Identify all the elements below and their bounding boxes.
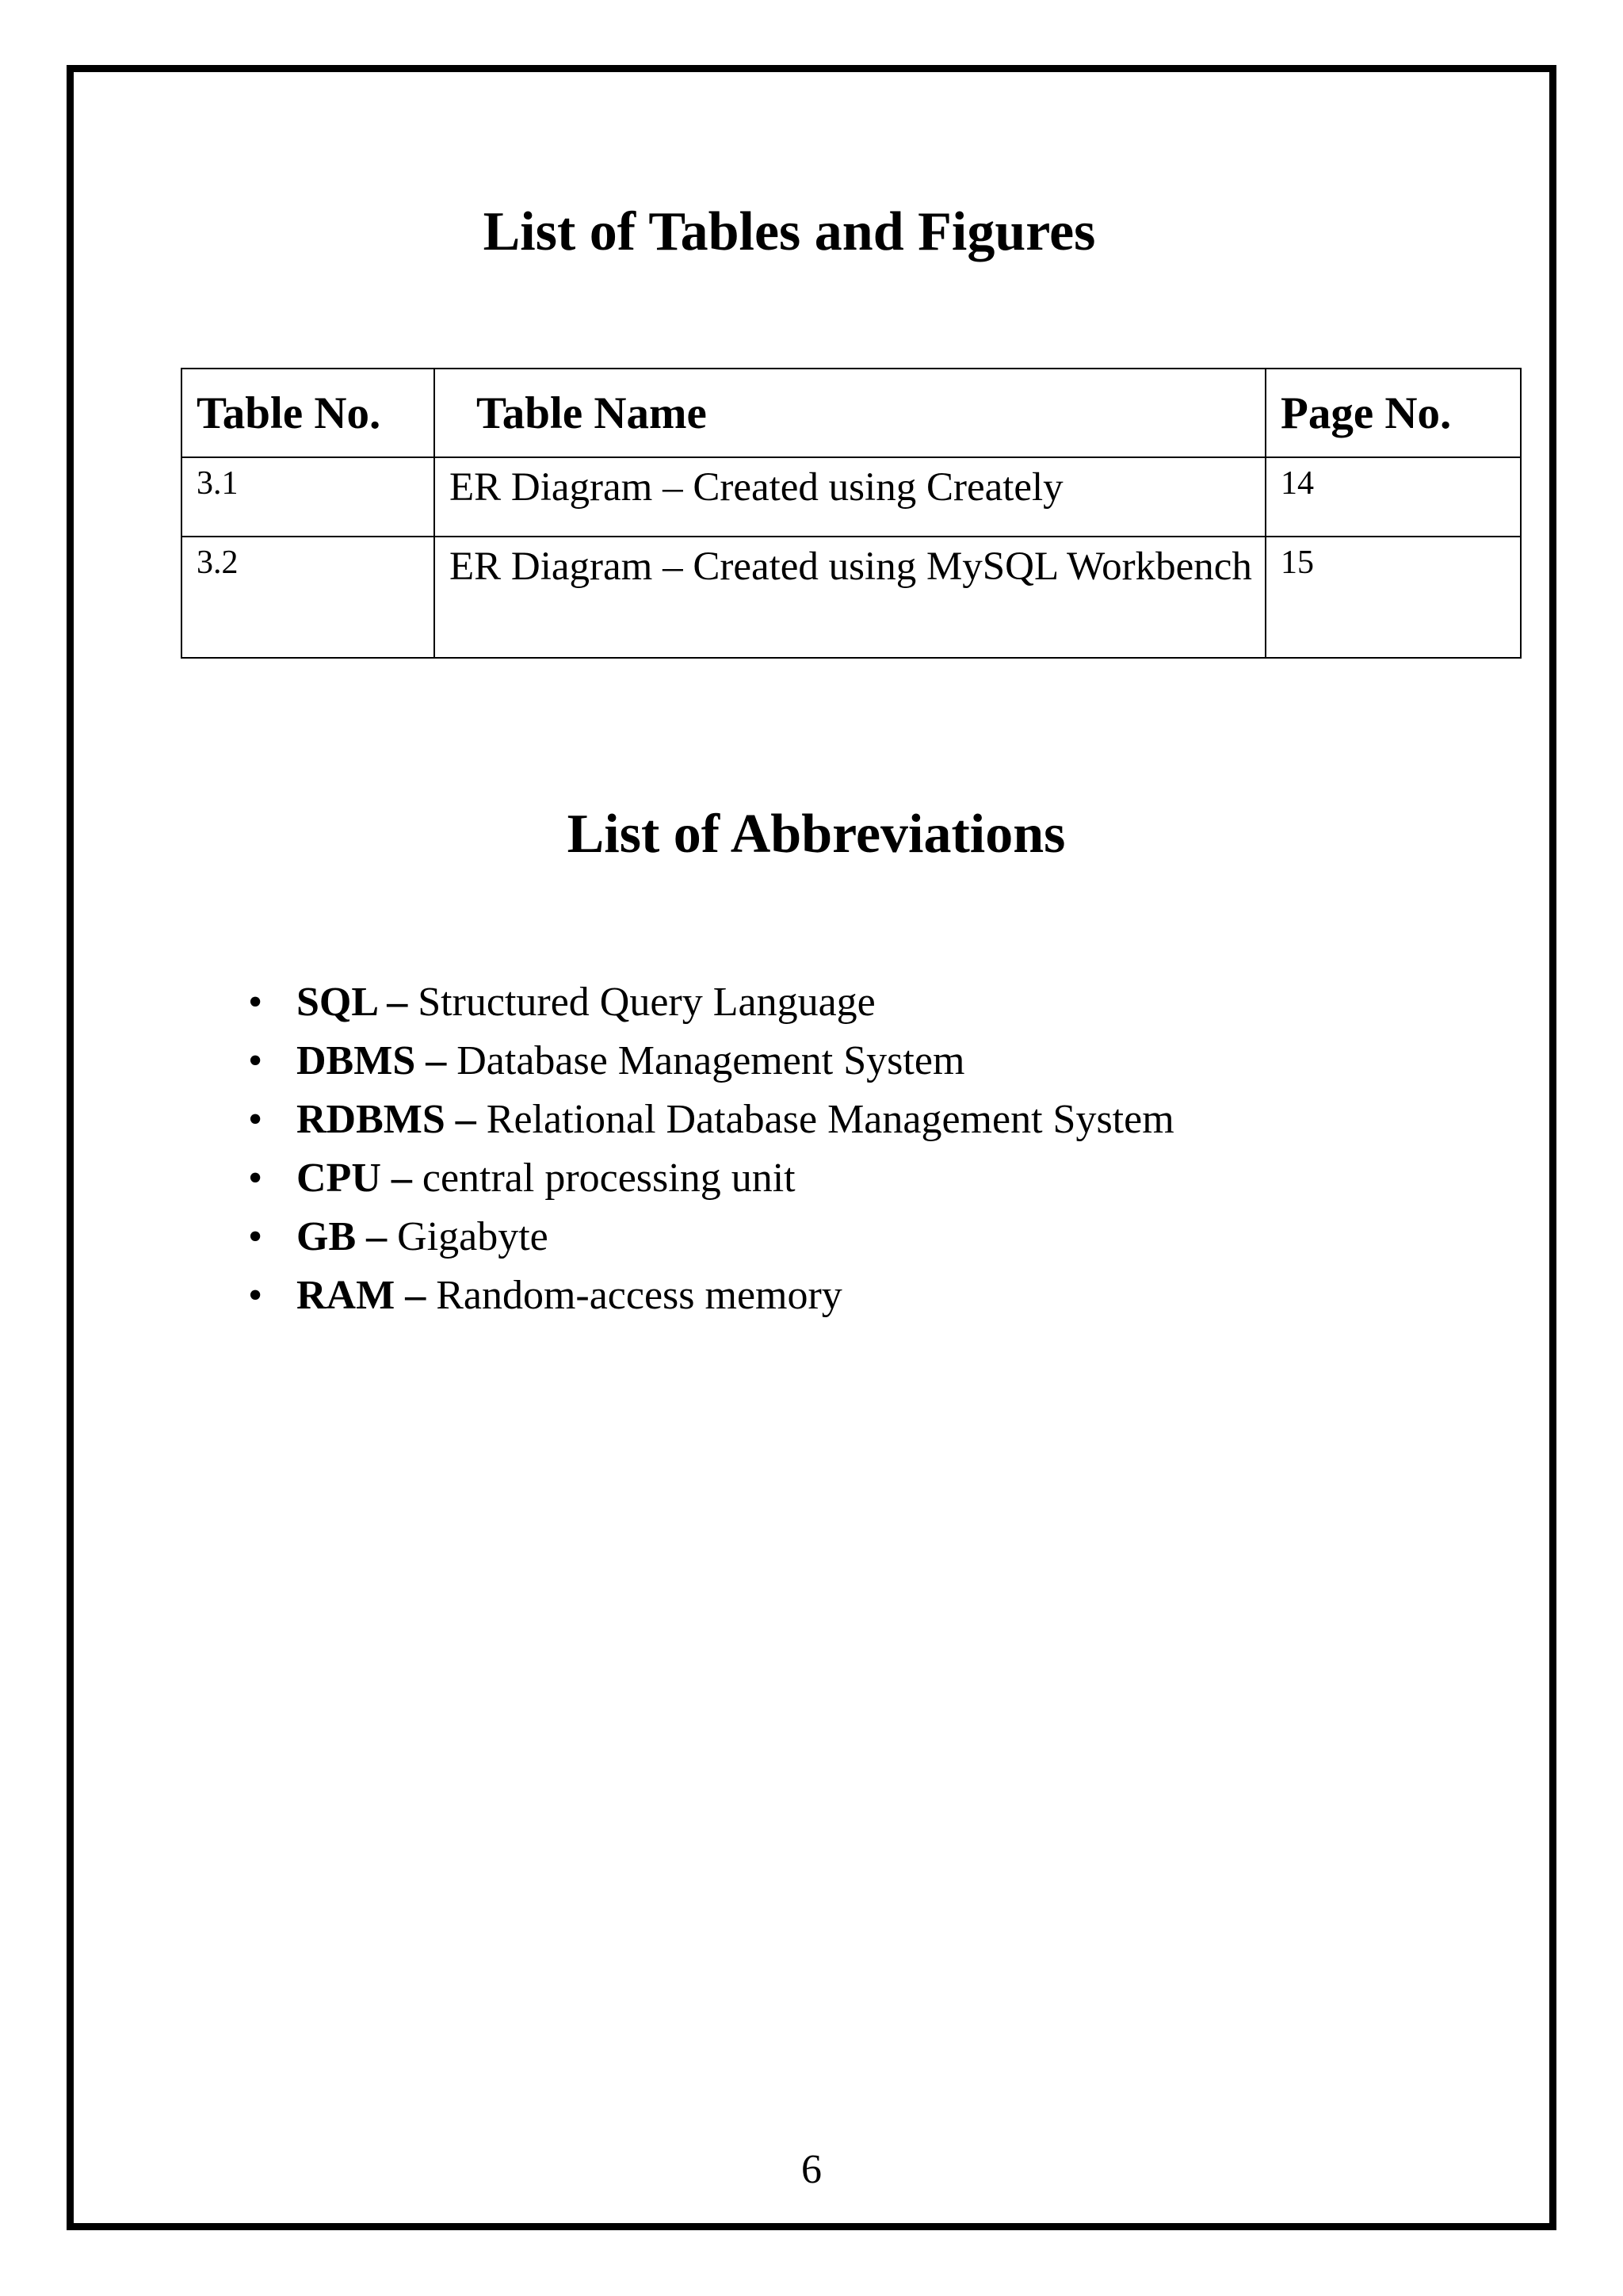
bullet-icon: •	[248, 1038, 263, 1083]
column-header-page-no: Page No.	[1266, 369, 1521, 457]
abbreviation-definition: central processing unit	[422, 1156, 796, 1201]
tables-figures-title: List of Tables and Figures	[483, 201, 1096, 262]
table-row	[181, 537, 1521, 658]
abbreviation-definition: Random-access memory	[436, 1273, 842, 1318]
abbreviation-term: RAM	[296, 1273, 395, 1318]
list-item	[246, 1032, 1174, 1091]
list-item	[246, 1091, 1174, 1149]
bullet-icon: •	[248, 980, 263, 1025]
list-item	[246, 1266, 1174, 1325]
abbreviations-title: List of Abbreviations	[567, 804, 1066, 865]
list-item	[246, 973, 1174, 1032]
list-item	[246, 1149, 1174, 1208]
table-name-cell: ER Diagram – Created using MySQL Workbench	[434, 537, 1266, 658]
table-number-cell: 3.1	[181, 457, 434, 537]
abbreviation-definition: Structured Query Language	[418, 980, 876, 1025]
bullet-icon: •	[248, 1214, 263, 1259]
abbreviation-term: GB	[296, 1214, 357, 1259]
tables-list-table	[181, 368, 1522, 659]
table-number-cell: 3.2	[181, 537, 434, 658]
column-header-table-name: Table Name	[434, 369, 1266, 457]
page-number-cell: 14	[1266, 457, 1521, 537]
abbreviation-definition: Database Management System	[456, 1038, 965, 1083]
abbreviations-list	[246, 973, 1174, 1325]
table-row	[181, 457, 1521, 537]
abbreviation-definition: Gigabyte	[397, 1214, 548, 1259]
abbreviation-separator: –	[395, 1273, 437, 1318]
abbreviation-term: CPU	[296, 1156, 381, 1201]
column-header-table-no: Table No.	[181, 369, 434, 457]
table-header-row	[181, 369, 1521, 457]
bullet-icon: •	[248, 1273, 263, 1318]
abbreviation-term: DBMS	[296, 1038, 416, 1083]
abbreviation-term: SQL	[296, 980, 377, 1025]
page-number-cell: 15	[1266, 537, 1521, 658]
table-name-cell: ER Diagram – Created using Creately	[434, 457, 1266, 537]
abbreviation-term: RDBMS	[296, 1097, 445, 1142]
abbreviation-separator: –	[376, 980, 418, 1025]
bullet-icon: •	[248, 1097, 263, 1142]
page-number: 6	[801, 2147, 822, 2192]
abbreviation-separator: –	[415, 1038, 457, 1083]
abbreviation-definition: Relational Database Management System	[486, 1097, 1174, 1142]
abbreviation-separator: –	[445, 1097, 487, 1142]
abbreviation-separator: –	[356, 1214, 398, 1259]
list-item	[246, 1208, 1174, 1266]
abbreviation-separator: –	[380, 1156, 422, 1201]
bullet-icon: •	[248, 1156, 263, 1201]
